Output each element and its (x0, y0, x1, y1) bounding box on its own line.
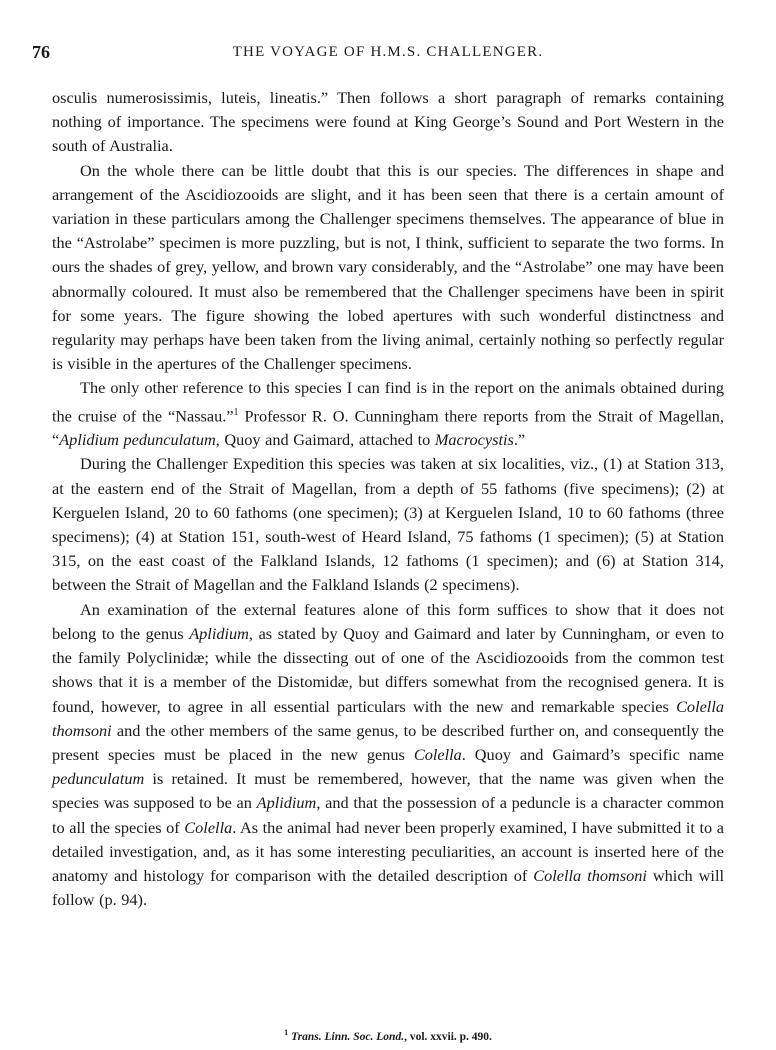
page-header (30, 42, 746, 66)
p5-text-8: which will follow (p. 94). (52, 865, 724, 910)
page-number: 76 (32, 42, 50, 62)
species-name-colella-thomsoni-2: Colella thomsoni (533, 865, 647, 885)
paragraph-3 (52, 376, 724, 452)
footnote-journal: Trans. Linn. Soc. Lond. (291, 1030, 405, 1043)
paragraph-1: osculis numerosissimis, luteis, lineatis.” Then follows a short paragraph of remarks containing nothing of importance. The specimens were found at King George’s Sound and Port Western in the south of Australia. (52, 88, 724, 156)
p5-text-5: is retained. It must be remembered, however, that the name was given when the species was supposed to be an (52, 769, 724, 813)
paragraph-5 (52, 598, 724, 913)
footnote-marker: 1 (233, 406, 239, 418)
p3-text-1: The only other reference to this species I can find is in the report on the animals obtained during the cruise of the “Nassau.” (52, 378, 724, 426)
p3-text-2: Professor R. O. Cunningham there reports from the Strait of Magellan, “ (52, 406, 724, 450)
p5-text-4: . Quoy and Gaimard’s specific name (461, 744, 725, 764)
footnote-reference: , vol. xxvii. p. 490. (404, 1030, 492, 1043)
paragraph-2: On the whole there can be little doubt that this is our species. The differences in shape and arrangement of the Ascidiozooids are slight, and it has been seen that there is a certain amount of variation in these particulars among the Challenger specimens themselves. The appearance of blue in the “Astrolabe” specimen is more puzzling, but is not, I think, sufficient to separate the two forms. In ours the shades of grey, yellow, and brown vary considerably, and the “Astrolabe” one may have been abnormally coloured. It must also be remembered that the Challenger specimens have been in spirit for some years. The figure showing the lobed apertures with such wonderful distinctness and regularity may perhaps have been taken from the living animal, certainly nothing so perfectly regular is visible in the apertures of the Challenger specimens. (52, 160, 724, 374)
p5-text-6: , and that the possession of a peduncle is a character common to all the species of (52, 793, 724, 837)
footnote (0, 1028, 776, 1043)
genus-name-colella-2: Colella (184, 817, 233, 837)
genus-name-colella: Colella (413, 744, 462, 764)
species-name-colella-thomsoni: Colella thomsoni (52, 696, 724, 740)
p3-text-4: .” (513, 430, 526, 450)
genus-name-aplidium-2: Aplidium (256, 793, 317, 813)
species-name-aplidium-pedunculatum: Aplidium pedunculatum (59, 430, 216, 450)
p5-text-7: . As the animal had never been properly examined, I have submitted it to a detailed investigation, and, as it has some interesting peculiarities, an account is inserted here of the anatomy and histology for comparison with the detailed description of (52, 817, 724, 885)
genus-name-aplidium: Aplidium (189, 623, 249, 643)
p5-text-2: , as stated by Quoy and Gaimard and later by Cunningham, or even to the family Polyclinidæ; while the dissecting out of one of the Ascidiozooids from the common test shows that it is a member of the Distomidæ, but differs somewhat from the recognised genera. It is found, however, to agree in all essential particulars with the new and remarkable species (52, 623, 724, 716)
p5-text-3: and the other members of the same genus, to be described further on, and consequently the present species must be placed in the new genus (52, 720, 724, 764)
footnote-number: 1 (284, 1028, 289, 1037)
paragraph-4: During the Challenger Expedition this species was taken at six localities, viz., (1) at Station 313, at the eastern end of the Strait of Magellan, from a depth of 55 fathoms (five specimens); (2) at Kerguelen Island, 20 to 60 fathoms (one specimen); (3) at Kerguelen Island, 10 to 60 fathoms (three specimens); (4) at Station 151, south-west of Heard Island, 75 fathoms (1 specimen); (5) at Station 315, on the east coast of the Falkland Islands, 12 fathoms (1 specimen); and (6) at Station 314, between the Strait of Magellan and the Falkland Islands (2 specimens). (52, 454, 724, 595)
genus-name-macrocystis: Macrocystis (434, 430, 514, 450)
specific-name-pedunculatum: pedunculatum (52, 769, 145, 789)
body-text (52, 86, 724, 912)
p3-text-3: , Quoy and Gaimard, attached to (215, 430, 435, 450)
running-title: THE VOYAGE OF H.M.S. CHALLENGER. (232, 44, 544, 60)
p5-text-1: An examination of the external features alone of this form suffices to show that it does not belong to the genus (52, 599, 724, 643)
